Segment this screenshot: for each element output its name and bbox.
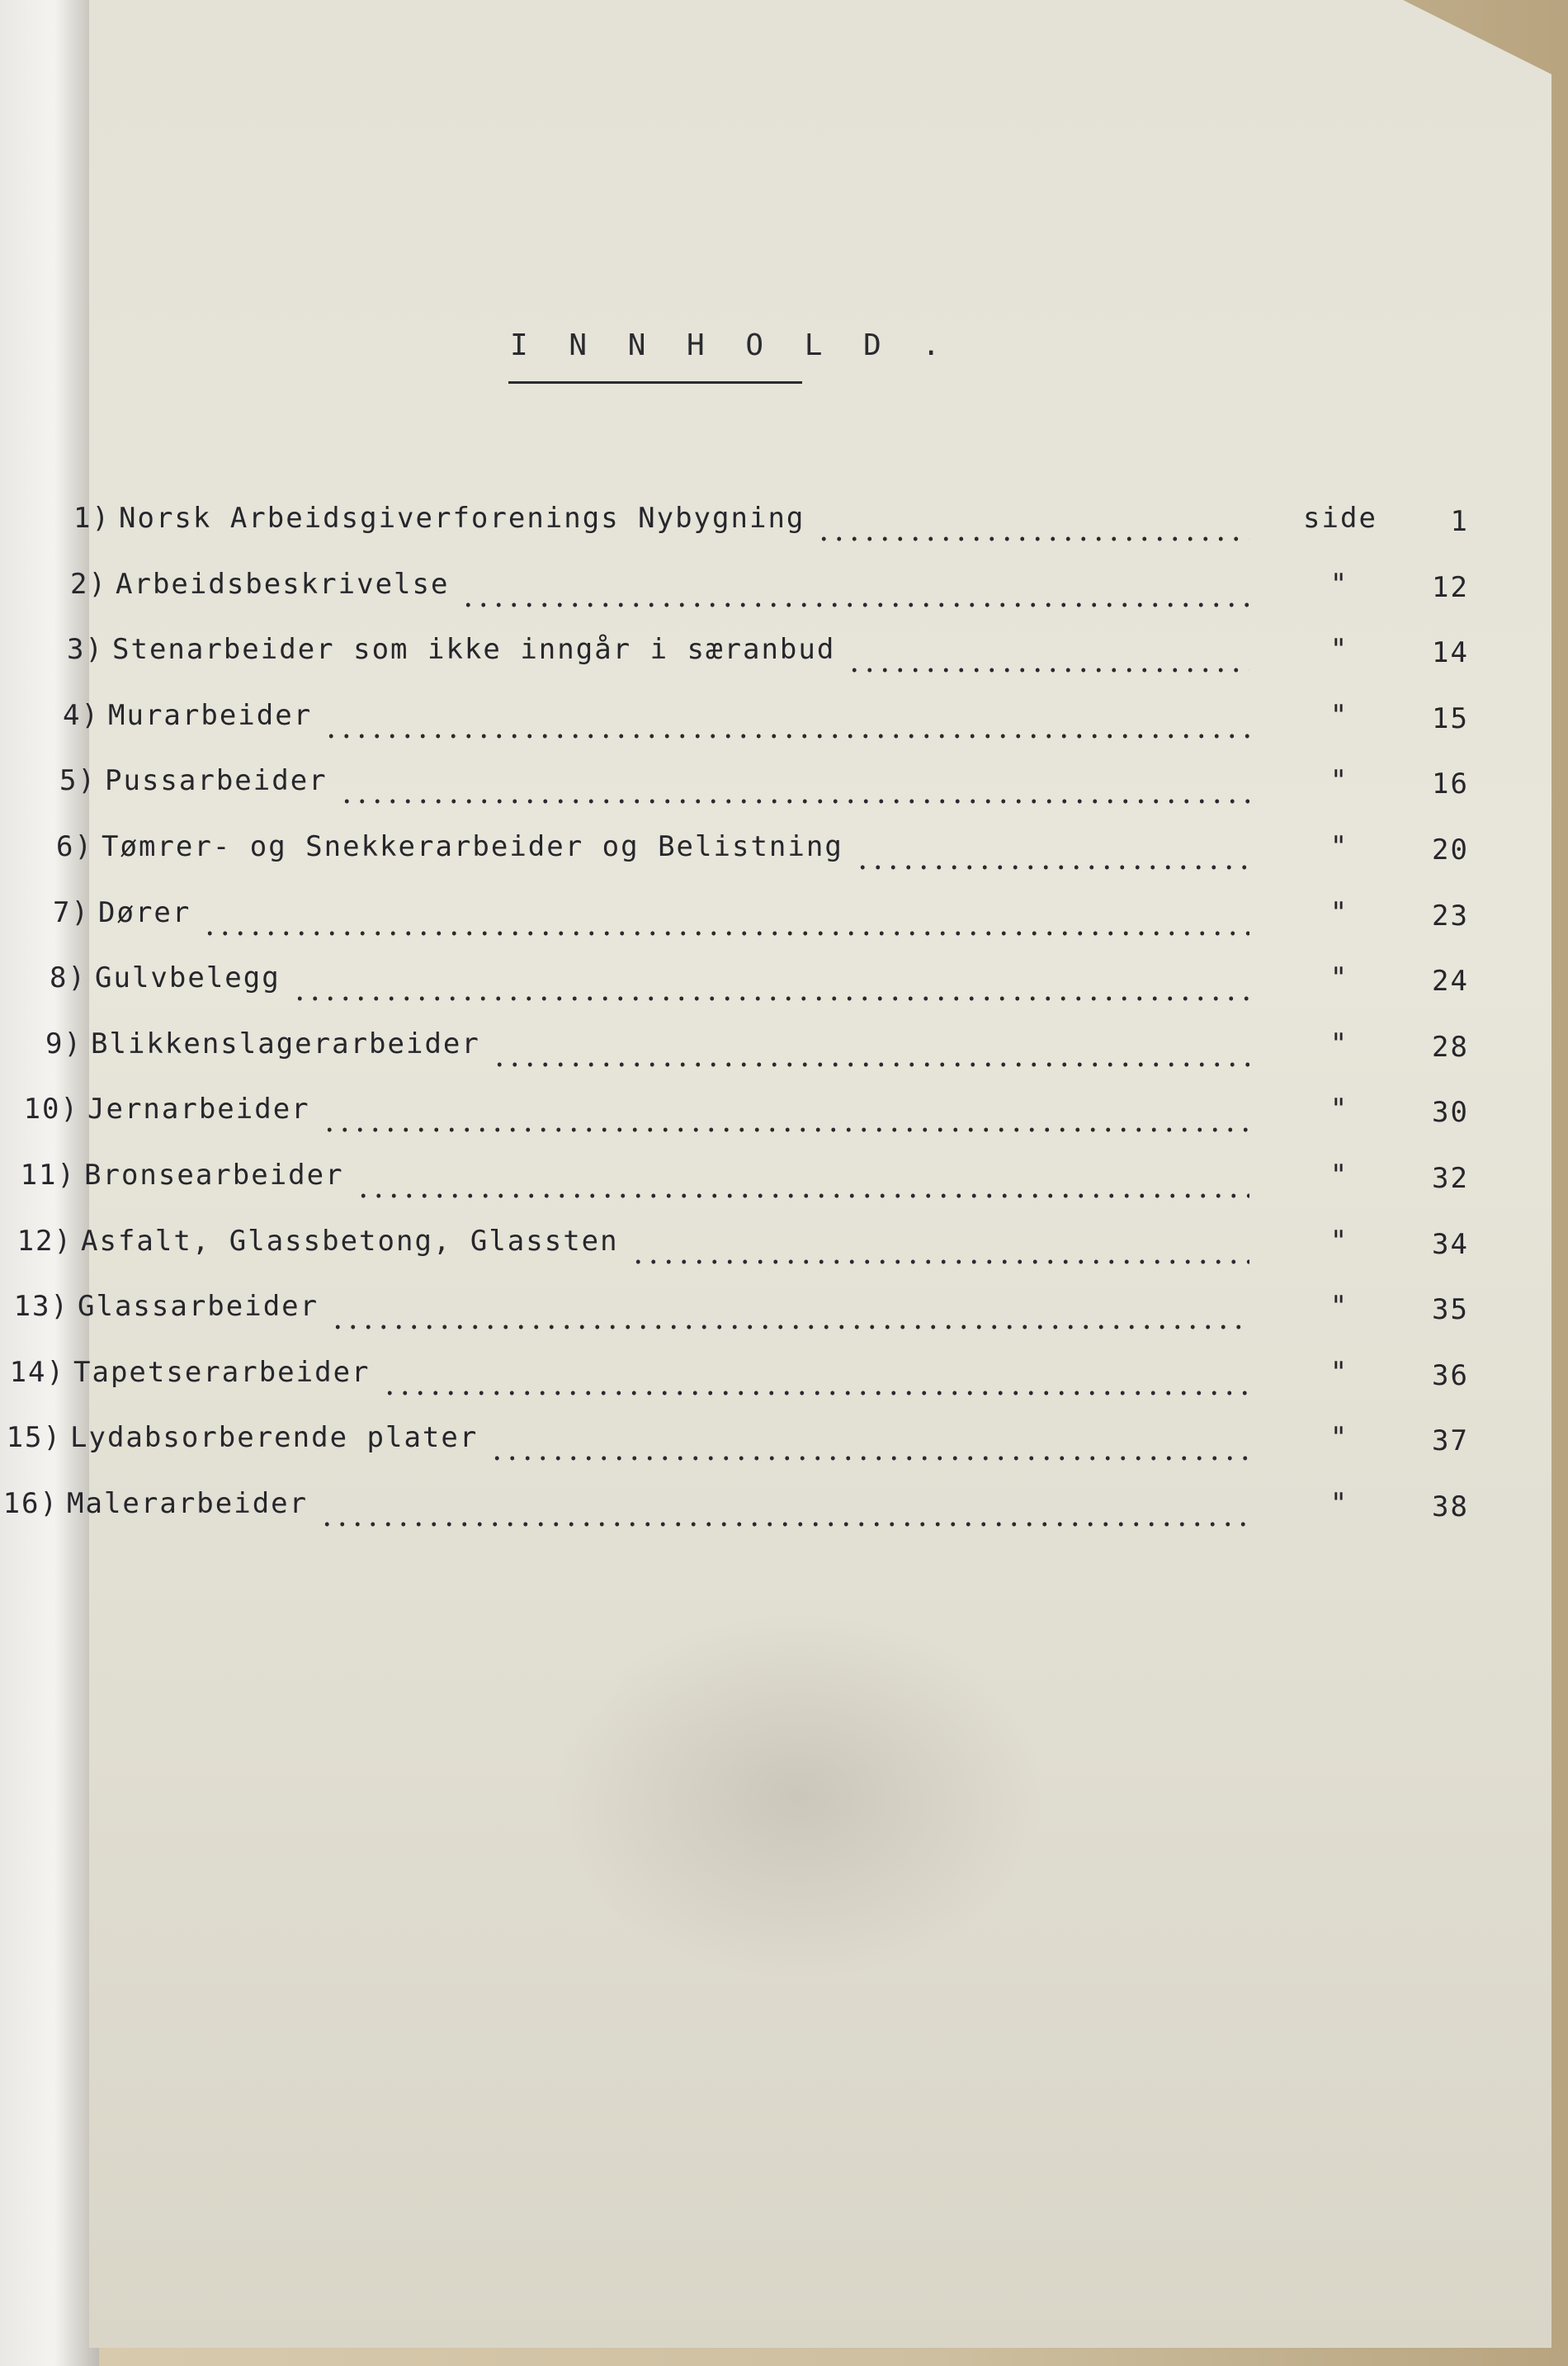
- entry-page: 1: [1450, 505, 1469, 538]
- entry-title: Glassarbeider: [78, 1290, 319, 1323]
- entry-number: 9): [45, 1027, 83, 1060]
- dot-leader: [492, 1027, 1249, 1069]
- entry-number: 11): [20, 1159, 76, 1192]
- page-heading: I N N H O L D .: [510, 328, 952, 362]
- dot-leader: [319, 1487, 1249, 1528]
- toc-entry-15: [0, 1421, 1469, 1462]
- entry-page: 24: [1432, 965, 1469, 998]
- entry-title: Asfalt, Glassbetong, Glassten: [81, 1225, 619, 1258]
- dot-leader: [322, 1093, 1249, 1134]
- entry-title: Blikkenslagerarbeider: [91, 1027, 480, 1060]
- toc-entry-10: [0, 1093, 1474, 1134]
- entry-ref: ": [1329, 1027, 1349, 1060]
- entry-title: Stenarbeider som ikke inngår i særanbud: [112, 633, 836, 666]
- entry-number: 14): [9, 1356, 65, 1389]
- entry-ref: ": [1329, 699, 1349, 732]
- entry-page: 14: [1432, 636, 1469, 669]
- entry-title: Malerarbeider: [67, 1487, 309, 1520]
- entry-number: 7): [53, 896, 90, 929]
- entry-page: 12: [1432, 571, 1469, 604]
- dot-leader: [292, 961, 1249, 1003]
- entry-page: 32: [1432, 1162, 1469, 1195]
- entry-ref: ": [1329, 1225, 1349, 1258]
- entry-title: Dører: [98, 896, 191, 929]
- entry-ref: ": [1329, 1159, 1349, 1192]
- entry-number: 15): [6, 1421, 62, 1454]
- entry-title: Jernarbeider: [87, 1093, 310, 1126]
- entry-ref: ": [1329, 1487, 1349, 1520]
- toc-entry-11: [0, 1159, 1471, 1200]
- dot-leader: [816, 502, 1249, 543]
- entry-number: 4): [63, 699, 100, 732]
- dot-leader: [356, 1159, 1249, 1200]
- entry-page: 30: [1432, 1096, 1469, 1129]
- entry-number: 13): [13, 1290, 69, 1323]
- entry-page: 35: [1432, 1293, 1469, 1326]
- toc-entry-2: [17, 568, 1502, 609]
- entry-title: Norsk Arbeidsgiverforenings Nybygning: [119, 502, 805, 535]
- toc-entry-5: [6, 764, 1491, 805]
- entry-title: Murarbeider: [108, 699, 313, 732]
- entry-page: 23: [1432, 900, 1469, 933]
- entry-page: 36: [1432, 1359, 1469, 1392]
- entry-ref: ": [1329, 896, 1349, 929]
- entry-ref: ": [1329, 1290, 1349, 1323]
- entry-ref: ": [1329, 830, 1349, 863]
- entry-ref: ": [1329, 568, 1349, 601]
- entry-title: Bronsearbeider: [84, 1159, 344, 1192]
- entry-ref: ": [1329, 961, 1349, 994]
- dot-leader: [330, 1290, 1249, 1331]
- dot-leader: [202, 896, 1249, 937]
- dot-leader: [489, 1421, 1249, 1462]
- entry-number: 6): [56, 830, 93, 863]
- entry-number: 10): [23, 1093, 79, 1126]
- page-shadow: [551, 1609, 1046, 1981]
- entry-number: 1): [73, 502, 111, 535]
- toc-entry-8: [0, 961, 1481, 1003]
- entry-title: Tømrer- og Snekkerarbeider og Belistning: [102, 830, 843, 863]
- entry-page: 37: [1432, 1424, 1469, 1457]
- entry-number: 8): [50, 961, 87, 994]
- entry-page: 38: [1432, 1490, 1469, 1523]
- dot-leader: [324, 699, 1249, 740]
- entry-page: 34: [1432, 1228, 1469, 1261]
- toc-entry-13: [0, 1290, 1469, 1331]
- entry-page: 20: [1432, 834, 1469, 867]
- dot-leader: [339, 764, 1249, 805]
- toc-entry-14: [0, 1356, 1469, 1397]
- entry-page: 28: [1432, 1031, 1469, 1064]
- toc-entry-7: [0, 896, 1485, 937]
- toc-entry-1: [20, 502, 1505, 543]
- heading-underline: [508, 381, 802, 384]
- entry-title: Lydabsorberende plater: [70, 1421, 479, 1454]
- dot-leader: [382, 1356, 1249, 1397]
- entry-ref: ": [1329, 1093, 1349, 1126]
- entry-ref: ": [1329, 764, 1349, 797]
- toc-entry-4: [9, 699, 1495, 740]
- toc-entry-6: [2, 830, 1488, 871]
- entry-ref: ": [1329, 1356, 1349, 1389]
- entry-title: Arbeidsbeskrivelse: [116, 568, 450, 601]
- dot-leader: [631, 1225, 1249, 1266]
- entry-title: Gulvbelegg: [95, 961, 281, 994]
- dot-leader: [847, 633, 1249, 674]
- entry-number: 2): [70, 568, 107, 601]
- entry-number: 3): [67, 633, 104, 666]
- dot-leader: [460, 568, 1249, 609]
- entry-page: 16: [1432, 767, 1469, 800]
- entry-ref: ": [1329, 1421, 1349, 1454]
- entry-number: 16): [2, 1487, 59, 1520]
- toc-entry-9: [0, 1027, 1477, 1069]
- entry-title: Tapetserarbeider: [73, 1356, 371, 1389]
- toc-entry-12: [0, 1225, 1467, 1266]
- entry-title: Pussarbeider: [105, 764, 328, 797]
- entry-ref: ": [1329, 633, 1349, 666]
- entry-number: 5): [59, 764, 97, 797]
- entry-ref: side: [1303, 502, 1377, 535]
- toc-entry-16: [0, 1487, 1469, 1528]
- toc-entry-3: [13, 633, 1499, 674]
- entry-number: 12): [17, 1225, 73, 1258]
- dot-leader: [855, 830, 1249, 871]
- entry-page: 15: [1432, 702, 1469, 735]
